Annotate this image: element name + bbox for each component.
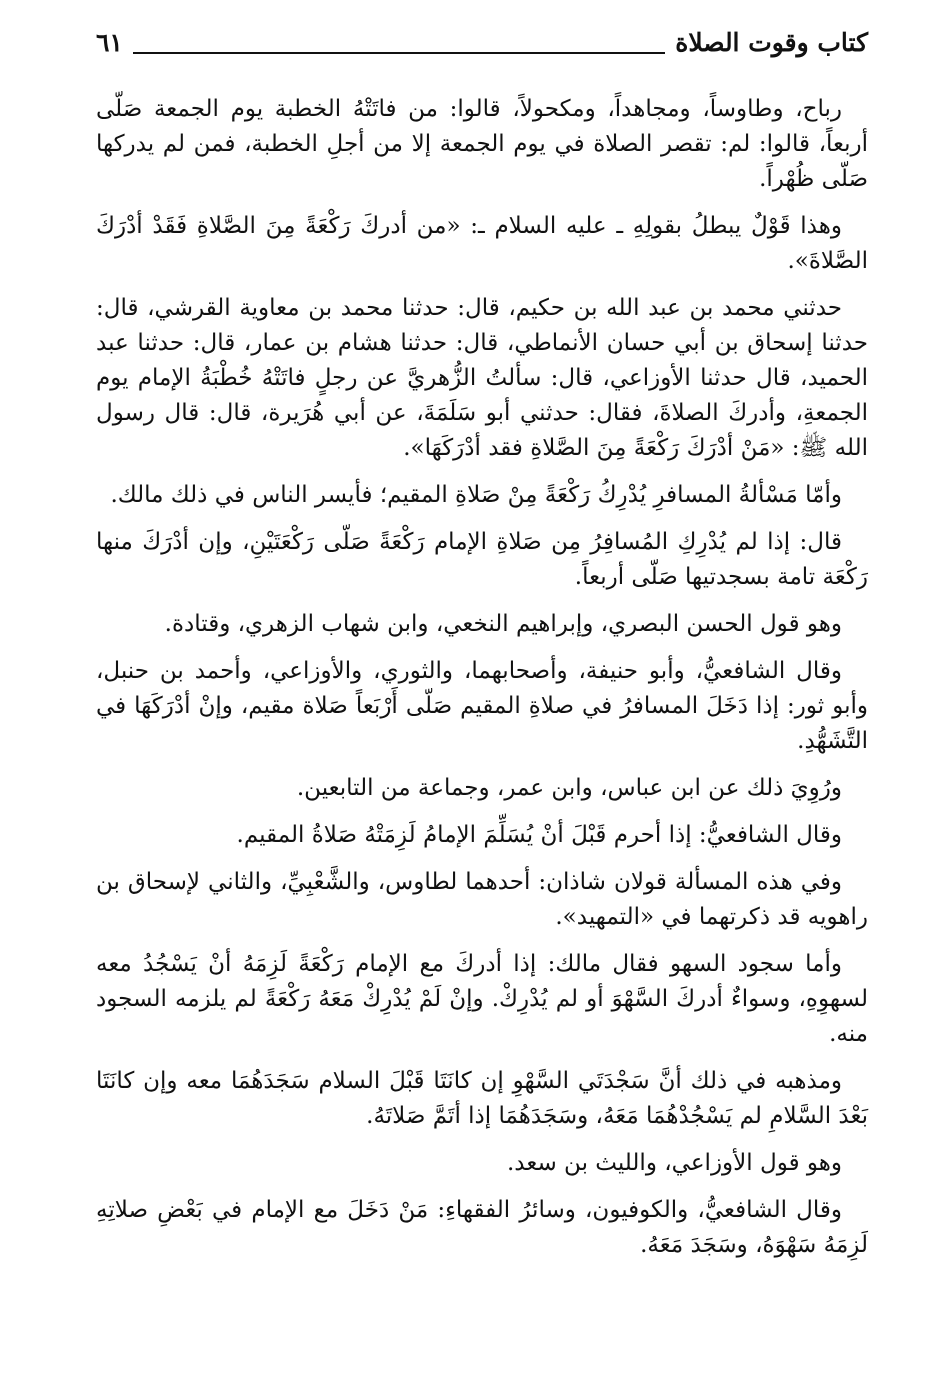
paragraph: وقال الشافعيُّ، والكوفيون، وسائرُ الفقهاءِ: مَنْ دَخَلَ مع الإمام في بَعْضِ صلاتِهِ لَزِمَهُ سَهْوَهُ، وسَجَدَ مَعَهُ. — [96, 1197, 868, 1258]
paragraph: وقال الشافعيُّ، وأبو حنيفة، وأصحابهما، والثوري، والأوزاعي، وأحمد بن حنبل، وأبو ثور: إذا دَخَلَ المسافرُ في صلاةِ المقيم صَلّى أَرْبَعاً صَلاة مقيم، وإنْ أدْرَكَهَا في التَّشَهُّدِ. — [96, 658, 868, 754]
paragraph: وهو قول الحسن البصري، وإبراهيم النخعي، وابن شهاب الزهري، وقتادة. — [164, 611, 842, 637]
paragraph: وأما سجود السهو فقال مالك: إذا أدركَ مع الإمام رَكْعَةً لَزِمَهُ أنْ يَسْجُدُ معه لسهوِهِ، وسواءٌ أدركَ السَّهْوَ أو لم يُدْرِكْ. وإنْ لَمْ يُدْرِكْ مَعَهُ رَكْعَةً لم يلزمه السجود منه. — [96, 951, 868, 1047]
paragraph: وهو قول الأوزاعي، والليث بن سعد. — [507, 1150, 842, 1176]
book-title: كتاب وقوت الصلاة — [675, 28, 868, 57]
page-body — [96, 92, 868, 1275]
page-number: ٦١ — [96, 28, 123, 57]
paragraph: وهذا قَوْلٌ يبطلُ بقولِهِ ـ عليه السلام ـ: «من أدركَ رَكْعَةً مِنَ الصَّلاةِ فَقَدْ أدْرَكَ الصَّلاةَ». — [96, 213, 868, 274]
paragraph: وأمّا مَسْألةُ المسافرِ يُدْرِكُ رَكْعَةً مِنْ صَلاةِ المقيم؛ فأيسر الناس في ذلك مالك. — [110, 482, 842, 508]
paragraph: وقال الشافعيُّ: إذا أحرم قَبْلَ أنْ يُسَلِّمَ الإمامُ لَزِمَتْهُ صَلاةُ المقيم. — [236, 822, 842, 848]
running-header — [96, 18, 868, 60]
paragraph: وفي هذه المسألة قولان شاذان: أحدهما لطاوس، والشَّعْبِيِّ، والثاني لإسحاق بن راهويه قد ذكرتهما في «التمهيد». — [96, 869, 868, 930]
paragraph: ومذهبه في ذلك أنَّ سَجْدَتَي السَّهْوِ إن كانَتَا قَبْلَ السلام سَجَدَهُمَا معه وإن كانَتَا بَعْدَ السَّلامِ لم يَسْجُدْهُمَا مَعَهُ، وسَجَدَهُمَا إذا أتَمَّ صَلاتَهُ. — [96, 1068, 868, 1129]
header-rule — [133, 52, 665, 54]
paragraph: ورُوِيَ ذلك عن ابن عباس، وابن عمر، وجماعة من التابعين. — [296, 775, 842, 801]
paragraph: قال: إذا لم يُدْرِكِ المُسافِرُ مِن صَلاةِ الإمام رَكْعَةً صَلّى رَكْعَتَيْنِ، وإن أدْرَكَ منها رَكْعَة تامة بسجدتيها صَلّى أربعاً. — [96, 529, 868, 590]
paragraph: حدثني محمد بن عبد الله بن حكيم، قال: حدثنا محمد بن معاوية القرشي، قال: حدثنا إسحاق بن أبي حسان الأنماطي، قال: حدثنا هشام بن عمار، قال: حدثنا عبد الحميد، قال حدثنا الأوزاعي، قال: سألتُ الزُّهريَّ عن رجلٍ فاتَتْهُ خُطْبَةُ الإمام يوم الجمعةِ، وأدركَ الصلاةَ، فقال: حدثني أبو سَلَمَةَ، عن أبي هُرَيرة، قال: قال رسول الله ﷺ: «مَنْ أدْرَكَ رَكْعَةً مِنَ الصَّلاةِ فقد أدْرَكَهَا». — [96, 295, 869, 461]
paragraph: رباح، وطاوساً، ومجاهداً، ومكحولاً، قالوا: من فاتَتْهُ الخطبة يوم الجمعة صَلّى أربعاً، قالوا: لم: تقصر الصلاة في يوم الجمعة إلا من أجلِ الخطبة، فمن لم يدركها صَلّى ظُهْراً. — [96, 96, 868, 192]
